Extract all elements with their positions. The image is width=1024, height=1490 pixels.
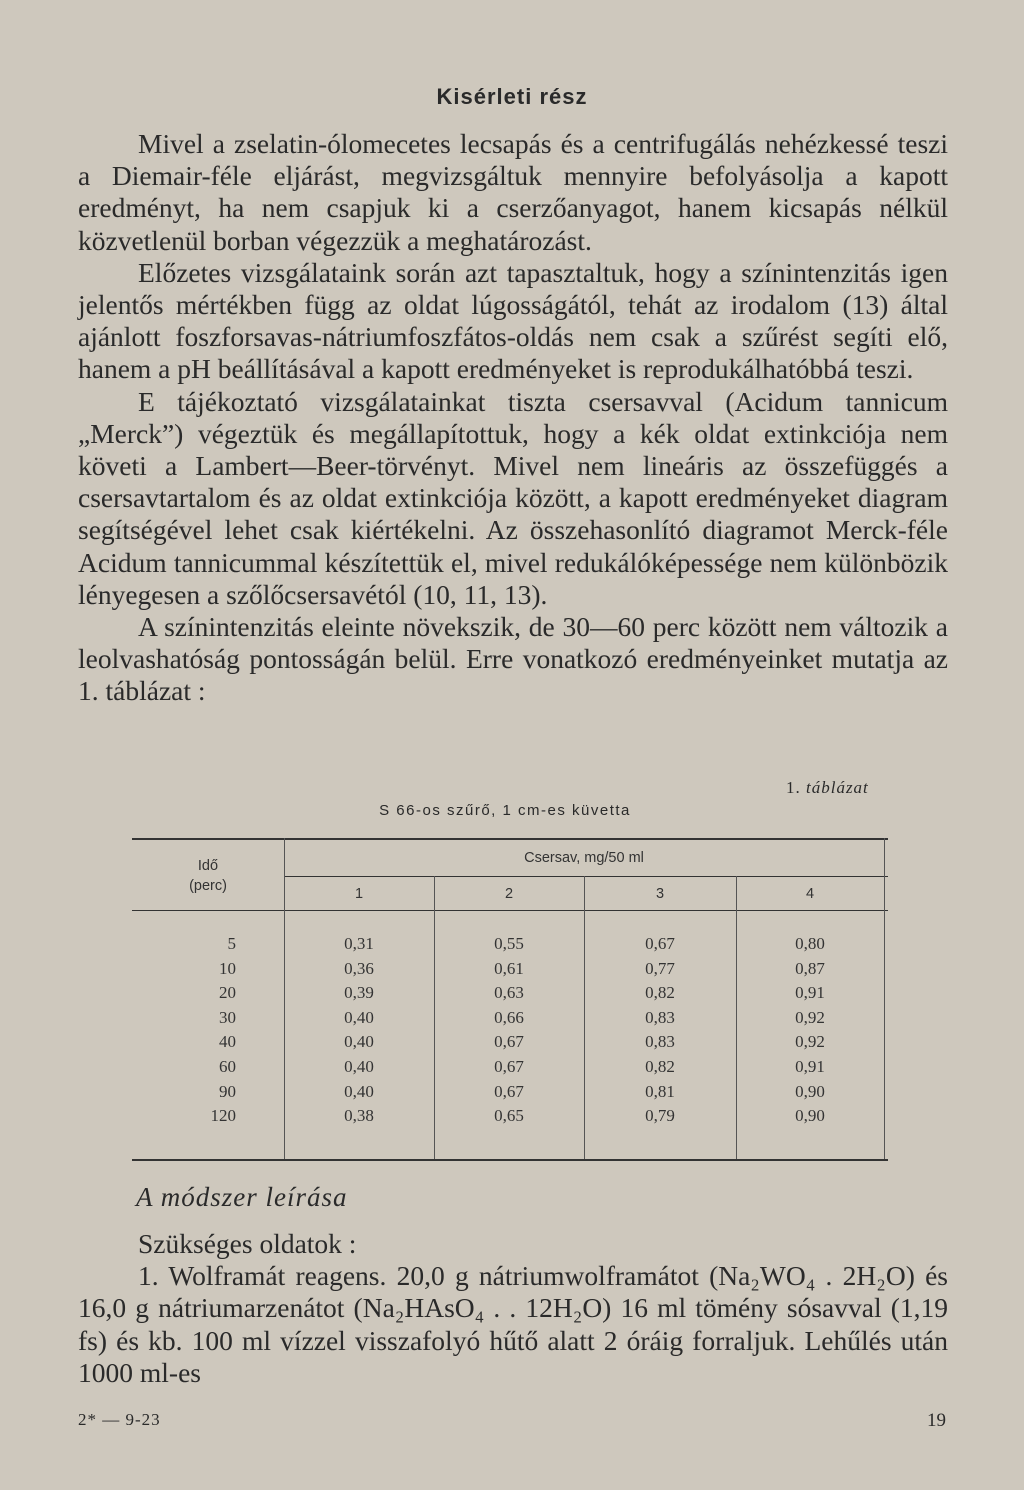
table-cell-value: 0,67 [494, 1057, 524, 1076]
table-cell-value: 0,55 [494, 934, 524, 953]
footer-signature: 2* — 9-23 [78, 1410, 161, 1429]
table-cell-value: 0,65 [494, 1106, 524, 1126]
table-cell-value: 0,91 [795, 1057, 825, 1076]
body-text [78, 128, 948, 708]
paragraph: Szükséges oldatok : [138, 1228, 357, 1259]
table-number-label [786, 778, 869, 798]
group-header: Csersav, mg/50 ml [524, 850, 644, 866]
table-cell-time: 20 [219, 983, 236, 1003]
sub-header: 1 [354, 886, 364, 902]
table-cell-value: 0,31 [344, 934, 374, 953]
table-cell-time: 30 [219, 1007, 236, 1027]
table-cell-value: 0,39 [344, 983, 374, 1003]
time-header-unit: (perc) [189, 878, 227, 894]
sub-header: 2 [504, 886, 514, 902]
table-cell-value: 0,67 [494, 1032, 524, 1052]
table-cell-value: 0,40 [344, 1007, 374, 1027]
table-cell-value: 0,82 [645, 1057, 675, 1076]
table-cell-time: 90 [219, 1081, 236, 1101]
paragraph: Mivel a zselatin-ólomecetes lecsapás és a centrifugálás nehézkessé teszi a Diemair-féle eljárást, megvizsgáltuk mennyire befolyásolja a kapott eredményt, ha nem csapjuk ki a cserzőanyagot, hanem kicsapás nélkül közvetlenül borban végezzük a meghatározást. [78, 128, 948, 256]
time-header-label: Idő [197, 858, 219, 874]
table-cell-value: 0,40 [344, 1057, 374, 1076]
table-number: 1. [786, 778, 801, 797]
section-title: A módszer leírása [136, 1182, 348, 1212]
table-cell-value: 0,81 [645, 1081, 675, 1101]
table-cell-time: 120 [210, 1106, 236, 1126]
table-cell-time: 40 [219, 1032, 236, 1052]
paragraph: A színintenzitás eleinte növekszik, de 30—60 perc között nem változik a leolvashatóság pontosságán belül. Erre vonatkozó eredményeinket mutatja az 1. táblázat : [78, 611, 948, 707]
table-cell-value: 0,66 [494, 1007, 524, 1027]
table-cell-value: 0,61 [494, 958, 524, 978]
time-header [132, 856, 284, 896]
paragraph: Előzetes vizsgálataink során azt tapasztaltuk, hogy a színintenzitás igen jelentős mértékben függ az oldat lúgosságától, tehát az irodalom (13) által ajánlott foszforsavas-nátriumfoszfátos-oldás nem csak a szűrést segíti elő, hanem a pH beállításával a kapott eredményeket is reprodukálhatóbbá teszi. [78, 256, 948, 385]
table-header-rule [132, 910, 888, 911]
table-cell-value: 0,63 [494, 983, 524, 1003]
table-cell-value: 0,83 [645, 1032, 675, 1052]
table-cell-time: 60 [219, 1057, 236, 1076]
table-cell-value: 0,83 [645, 1007, 675, 1027]
table-col-divider [884, 838, 885, 1159]
table-cell-value: 0,77 [645, 958, 675, 978]
sub-header: 3 [655, 886, 665, 902]
table-mid-rule [284, 876, 888, 877]
paragraph: E tájékoztató vizsgálatainkat tiszta csersavval (Acidum tannicum „Merck”) végeztük és megállapítottuk, hogy a kék oldat extinkciója nem követi a Lambert—Beer-törvényt. Mivel nem lineáris az összefüggés a csersavtartalom és az oldat extinkciója között, a kapott eredményeket diagram segítségével lehet csak kiértékelni. Az összehasonlító diagramot Merck-féle Acidum tannicummal készítettük el, mivel redukálóképessége nem különbözik lényegesen a szőlőcsersavétól (10, 11, 13). [78, 385, 948, 610]
table-cell-value: 0,79 [645, 1106, 675, 1126]
table-caption: S 66-os szűrő, 1 cm-es küvetta [379, 802, 631, 819]
table-cell-time: 5 [227, 934, 236, 953]
table-cell-value: 0,40 [344, 1081, 374, 1101]
table-label: táblázat [806, 778, 869, 797]
table-cell-time: 10 [219, 958, 236, 978]
table-cell-value: 0,67 [645, 934, 675, 953]
table-bottom-rule [132, 1159, 888, 1161]
table-cell-value: 0,82 [645, 983, 675, 1003]
table-cell-value: 0,38 [344, 1106, 374, 1126]
page-number: 19 [927, 1410, 946, 1431]
table-cell-value: 0,87 [795, 958, 825, 978]
table-cell-value: 0,40 [344, 1032, 374, 1052]
table-cell-value: 0,80 [795, 934, 825, 953]
table-cell-value: 0,92 [795, 1032, 825, 1052]
paragraph: 1. Wolframát reagens. 20,0 g nátriumwolframátot (Na₂WO₄ . 2H₂O) és 16,0 g nátriumarzenátot (Na₂HAsO₄ . . 12H₂O) 16 ml tömény sósavval (1,19 fs) és kb. 100 ml vízzel visszafolyó hűtő alatt 2 óráig forraljuk. Lehűlés után 1000 ml-es [78, 1260, 948, 1388]
lower-text [78, 1228, 948, 1389]
table-cell-value: 0,92 [795, 1007, 825, 1027]
data-table [132, 838, 888, 1162]
table-top-rule [132, 838, 888, 840]
sub-header: 4 [805, 886, 815, 902]
table-cell-value: 0,36 [344, 958, 374, 978]
table-cell-value: 0,90 [795, 1106, 825, 1126]
table-cell-value: 0,91 [795, 983, 825, 1003]
page-heading: Kisérleti rész [436, 84, 588, 109]
table-cell-value: 0,67 [494, 1081, 524, 1101]
table-cell-value: 0,90 [795, 1081, 825, 1101]
